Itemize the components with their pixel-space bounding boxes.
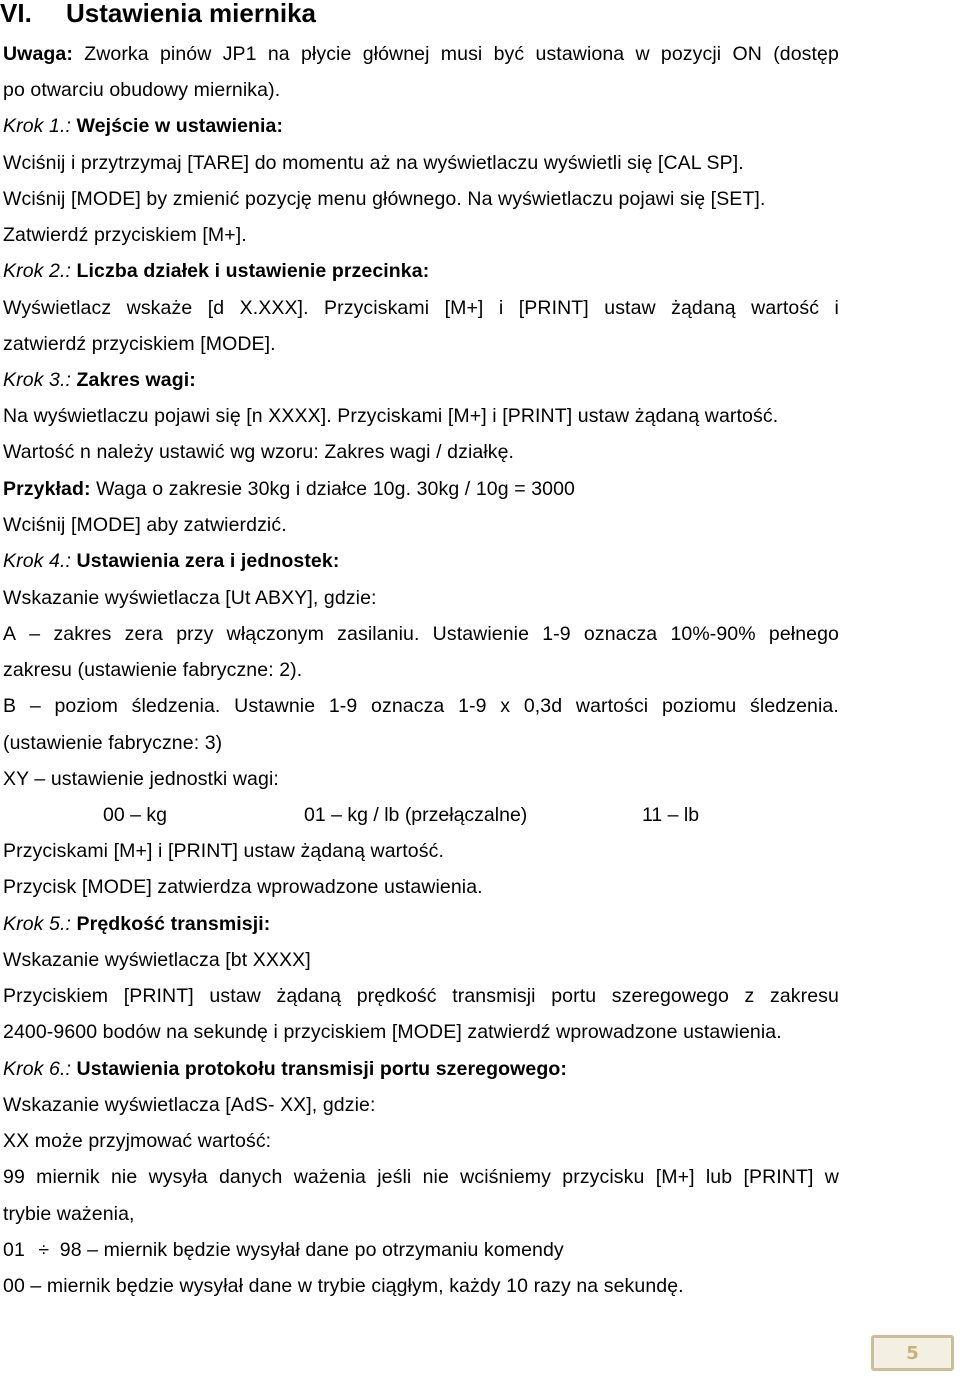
step3-line-4: Wciśnij [MODE] aby zatwierdzić. (3, 514, 287, 536)
unit-option-lb: 11 – lb (642, 804, 700, 826)
note-word: pinów (159, 43, 212, 65)
note-word: ustawiona (535, 43, 625, 65)
step4-a-word: Ustawienie (432, 623, 530, 645)
step4-b-line-1 (3, 694, 839, 718)
step2-word: [M+] (444, 297, 484, 319)
step3-line-1: Na wyświetlaczu pojawi się [n XXXX]. Przyciskami [M+] i [PRINT] ustaw żądaną wartość. (3, 405, 779, 427)
section-heading (0, 0, 316, 26)
opt99-word: wciśniemy (460, 1166, 552, 1188)
step5-word: Przyciskiem (3, 985, 109, 1007)
step4-title: Ustawienia zera i jednostek: (76, 550, 340, 572)
step1-line-2: Wciśnij [MODE] by zmienić pozycję menu głównego. Na wyświetlaczu pojawi się [SET]. (3, 188, 766, 210)
step5-word: portu (551, 985, 597, 1007)
step4-b-word: – (29, 695, 41, 717)
step4-line-set: Przyciskami [M+] i [PRINT] ustaw żądaną wartość. (3, 840, 444, 862)
opt99-word: lub (705, 1166, 733, 1188)
step2-word: ustaw (604, 297, 656, 319)
step3-example (3, 477, 575, 501)
step3-title: Zakres wagi: (76, 369, 196, 391)
step6-opt99-line-1 (3, 1165, 839, 1189)
step4-a-word: przy (176, 623, 214, 645)
step4-b-word: 1-9 (328, 695, 358, 717)
section-number: VI. (0, 0, 32, 28)
step4-a-word: 10%-90% (670, 623, 756, 645)
step5-word: transmisji (452, 985, 536, 1007)
step5-line-1: Wskazanie wyświetlacza [bt XXXX] (3, 949, 311, 971)
step6-line-1: Wskazanie wyświetlacza [AdS- XX], gdzie: (3, 1094, 376, 1116)
step1-title: Wejście w ustawienia: (76, 115, 284, 137)
step6-opt00: 00 – miernik będzie wysyłał dane w trybie ciągłym, każdy 10 razy na sekundę. (3, 1275, 684, 1297)
note-word: być (493, 43, 525, 65)
step4-b-word: 0,3d (523, 695, 563, 717)
step4-line-confirm: Przycisk [MODE] zatwierdza wprowadzone ustawienia. (3, 876, 483, 898)
step1-heading (3, 114, 283, 138)
step4-a-word: zasilaniu. (337, 623, 420, 645)
opt99-word: w (824, 1166, 839, 1188)
step6-heading (3, 1057, 567, 1081)
unit-option-kg-lb: 01 – kg / lb (przełączalne) (304, 804, 528, 826)
step2-word: Przyciskami (324, 297, 430, 319)
step5-word: żądaną (276, 985, 342, 1007)
step4-line-1: Wskazanie wyświetlacza [Ut ABXY], gdzie: (3, 587, 377, 609)
step4-a-word: oznacza (583, 623, 658, 645)
step6-line-2: XX może przyjmować wartość: (3, 1130, 272, 1152)
opt99-word: ważenia (293, 1166, 366, 1188)
note-word: musi (440, 43, 483, 65)
step4-a-word: 1-9 (542, 623, 571, 645)
step1-label: Krok 1.: (3, 115, 71, 137)
step4-a-word: A (3, 623, 17, 645)
note-word: JP1 (222, 43, 257, 65)
step2-word: wartość (751, 297, 820, 319)
opt99-word: miernik (36, 1166, 100, 1188)
opt99-word: przycisku (562, 1166, 645, 1188)
step5-word: z (744, 985, 755, 1007)
step2-word: [d (207, 297, 225, 319)
step4-b-word: 1-9 (458, 695, 487, 717)
opt99-word: 99 (3, 1166, 25, 1188)
step2-title: Liczba działek i ustawienie przecinka: (76, 260, 430, 282)
step2-word: wskaże (126, 297, 193, 319)
step2-heading (3, 259, 429, 283)
note-label: Uwaga: (3, 43, 73, 65)
step4-b-word: oznacza (371, 695, 445, 717)
step2-label: Krok 2.: (3, 260, 71, 282)
note-word: na (267, 43, 290, 65)
step4-b-word: poziomu (661, 695, 737, 717)
opt99-word: wysyła (148, 1166, 208, 1188)
step5-word: ustaw (209, 985, 261, 1007)
unit-option-kg: 00 – kg (103, 804, 167, 826)
section-title: Ustawienia miernika (66, 0, 316, 28)
step2-word: i (834, 297, 839, 319)
step4-a-word: zera (124, 623, 164, 645)
step5-heading (3, 912, 270, 936)
step4-b-word: Ustawnie (234, 695, 316, 717)
note-line-2: po otwarciu obudowy miernika). (3, 79, 281, 101)
step5-word: [PRINT] (123, 985, 194, 1007)
step4-heading (3, 549, 339, 573)
step2-word: i (498, 297, 504, 319)
opt99-word: [PRINT] (743, 1166, 814, 1188)
step4-b-word: B (3, 695, 17, 717)
step4-a-word: zakres (53, 623, 112, 645)
step4-a-word: włączonym (226, 623, 324, 645)
step3-heading (3, 368, 196, 392)
opt99-word: jeśli (377, 1166, 412, 1188)
step4-b-word: śledzenia. (131, 695, 221, 717)
step4-label: Krok 4.: (3, 550, 71, 572)
step3-line-2: Wartość n należy ustawić wg wzoru: Zakres wagi / działkę. (3, 441, 515, 463)
step4-b-word: x (500, 695, 511, 717)
step1-line-3: Zatwierdź przyciskiem [M+]. (3, 224, 247, 246)
step5-line-2 (3, 984, 839, 1008)
step4-xy-line: XY – ustawienie jednostki wagi: (3, 768, 279, 790)
step2-word: Wyświetlacz (3, 297, 112, 319)
step2-word: X.XXX]. (239, 297, 309, 319)
step5-word: prędkość (356, 985, 437, 1007)
step5-title: Prędkość transmisji: (76, 913, 271, 935)
note-word: głównej (362, 43, 430, 65)
step6-label: Krok 6.: (3, 1058, 71, 1080)
note-word: ON (732, 43, 762, 65)
step2-line-2: zatwierdź przyciskiem [MODE]. (3, 333, 276, 355)
page-number: 5 (906, 1342, 919, 1364)
step2-word: żądaną (671, 297, 736, 319)
step4-a-word: pełnego (768, 623, 839, 645)
step5-word: zakresu (770, 985, 839, 1007)
step6-opt99-line-2: trybie ważenia, (3, 1203, 135, 1225)
step3-label: Krok 3.: (3, 369, 71, 391)
step4-a-line-2: zakresu (ustawienie fabryczne: 2). (3, 659, 303, 681)
note-word: w (635, 43, 650, 65)
step5-label: Krok 5.: (3, 913, 71, 935)
note-word: Zworka (84, 43, 149, 65)
page-number-badge (871, 1335, 954, 1371)
opt99-word: [M+] (655, 1166, 695, 1188)
opt01-start: 01 (3, 1239, 25, 1261)
opt99-word: danych (218, 1166, 283, 1188)
step5-line-3: 2400-9600 bodów na sekundę i przyciskiem [MODE] zatwierdź wprowadzone ustawienia. (3, 1021, 782, 1043)
step2-word: [PRINT] (518, 297, 589, 319)
opt99-word: nie (110, 1166, 138, 1188)
example-label: Przykład: (3, 478, 91, 500)
note-word: (dostęp (773, 43, 839, 65)
step2-line-1 (3, 296, 839, 320)
step1-line-1: Wciśnij i przytrzymaj [TARE] do momentu aż na wyświetlaczu wyświetli się [CAL SP]. (3, 152, 744, 174)
step4-b-line-2: (ustawienie fabryczne: 3) (3, 732, 223, 754)
note-line-1 (3, 42, 839, 66)
step4-b-word: śledzenia. (750, 695, 839, 717)
opt99-word: nie (422, 1166, 449, 1188)
note-word: płycie (300, 43, 352, 65)
step4-a-word: – (29, 623, 41, 645)
step4-b-word: wartości (575, 695, 649, 717)
example-text: Waga o zakresie 30kg i działce 10g. 30kg / 10g = 3000 (96, 478, 575, 500)
opt01-text: 98 – miernik będzie wysyłał dane po otrzymaniu komendy (59, 1239, 564, 1261)
division-sign-icon: ÷ (38, 1239, 50, 1261)
step6-title: Ustawienia protokołu transmisji portu szeregowego: (76, 1058, 567, 1080)
step4-a-line-1 (3, 622, 839, 646)
step5-word: szeregowego (611, 985, 729, 1007)
step4-b-word: poziom (54, 695, 118, 717)
step6-opt01 (3, 1238, 564, 1262)
note-word: pozycji (660, 43, 722, 65)
